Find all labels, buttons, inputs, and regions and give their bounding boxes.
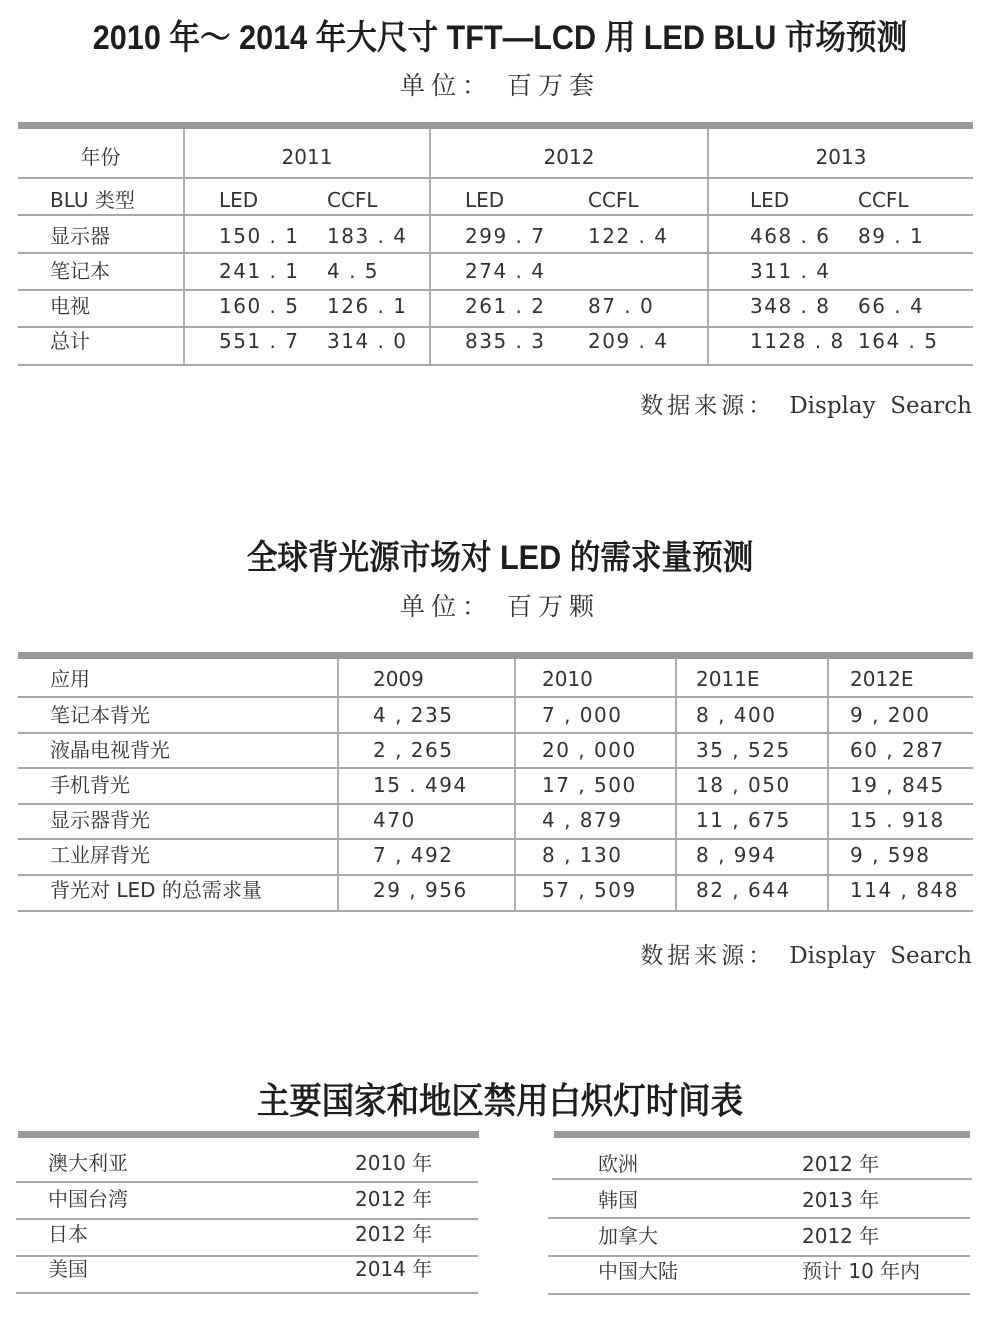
- table1-subcol-header: CCFL: [588, 188, 639, 212]
- table2-header: 2012E: [850, 667, 914, 691]
- table1-value: 299 . 7: [465, 224, 546, 248]
- table1-year-header: 2011: [281, 145, 333, 169]
- table1-value: 311 . 4: [750, 259, 831, 283]
- table2-top-rule: [18, 652, 973, 659]
- table2-row-rule: [18, 732, 973, 734]
- table2-row-label: 工业屏背光: [50, 843, 150, 867]
- region-name: 美国: [48, 1257, 88, 1281]
- table1-subcol-header: LED: [465, 188, 505, 212]
- table2-value: 11 , 675: [696, 808, 791, 832]
- ban-year: 2013 年: [802, 1188, 880, 1212]
- table2-row-rule: [18, 767, 973, 769]
- table2-value: 9 , 598: [850, 843, 931, 867]
- table1-row-rule: [18, 326, 973, 328]
- region-name: 加拿大: [598, 1224, 658, 1248]
- table1-row-rule: [18, 214, 973, 216]
- table1-value: 348 . 8: [750, 294, 831, 318]
- table2-value: 4 , 235: [373, 703, 454, 727]
- table1-header-type: BLU 类型: [50, 188, 135, 212]
- ban-year: 2014 年: [355, 1257, 433, 1281]
- table2-source: [640, 937, 972, 970]
- table1-value: 835 . 3: [465, 329, 546, 353]
- table3-title: 主要国家和地区禁用白炽灯时间表: [256, 1080, 743, 1121]
- region-name: 中国台湾: [48, 1187, 128, 1211]
- table2-value: 82 , 644: [696, 878, 791, 902]
- table1-value: 551 . 7: [219, 329, 300, 353]
- region-name: 欧洲: [598, 1152, 638, 1176]
- table1-year-header: 2013: [815, 145, 867, 169]
- table2-row-label: 笔记本背光: [50, 703, 150, 727]
- table2-value: 8 , 994: [696, 843, 777, 867]
- table1-row-rule: [18, 364, 973, 366]
- table2-value: 29 , 956: [373, 878, 468, 902]
- table2-value: 35 , 525: [696, 738, 791, 762]
- table1-value: 209 . 4: [588, 329, 669, 353]
- table1-title: 2010 年～ 2014 年大尺寸 TFT—LCD 用 LED BLU 市场预测: [92, 19, 908, 57]
- table1-unit: 单位： 百万套: [400, 71, 600, 100]
- table2-header: 2010: [542, 667, 593, 691]
- table2-unit: 单位： 百万颗: [400, 592, 600, 621]
- table2-row-rule: [18, 874, 973, 876]
- table1-row-label: 总计: [50, 329, 90, 353]
- table1-value: 66 . 4: [858, 294, 925, 318]
- table2-value: 7 , 000: [542, 703, 623, 727]
- table2-value: 60 , 287: [850, 738, 945, 762]
- table1-source: [640, 387, 972, 420]
- table2-value: 2 , 265: [373, 738, 454, 762]
- region-name: 韩国: [598, 1188, 638, 1212]
- source-label: 数据来源：: [640, 943, 776, 969]
- table3-row-rule: [16, 1218, 478, 1220]
- table3-row-rule: [16, 1181, 478, 1183]
- source-label: 数据来源：: [640, 393, 776, 419]
- table3-right-top-rule: [554, 1131, 970, 1138]
- table2-value: 20 , 000: [542, 738, 637, 762]
- table1-value: 160 . 5: [219, 294, 300, 318]
- region-name: 中国大陆: [598, 1259, 678, 1283]
- table1-row-label: 笔记本: [50, 259, 110, 283]
- table1-subcol-header: CCFL: [327, 188, 378, 212]
- table2-value: 8 , 400: [696, 703, 777, 727]
- table1-subcol-header: LED: [219, 188, 259, 212]
- table2-row-rule: [18, 838, 973, 840]
- table1-value: 87 . 0: [588, 294, 655, 318]
- table3-row-rule: [552, 1178, 972, 1180]
- table1-row-label: 显示器: [50, 224, 110, 248]
- table2-row-rule: [18, 696, 973, 698]
- table1-value: 1128 . 8: [750, 329, 845, 353]
- table2-value: 57 , 509: [542, 878, 637, 902]
- table2-value: 15 . 494: [373, 773, 468, 797]
- table3-left-top-rule: [18, 1131, 479, 1138]
- table1-header-year: 年份: [80, 145, 121, 169]
- table1-subcol-header: LED: [750, 188, 790, 212]
- table2-value: 8 , 130: [542, 843, 623, 867]
- table2-row-label: 显示器背光: [50, 808, 150, 832]
- table2-header: 应用: [50, 667, 90, 691]
- table2-header: 2011E: [696, 667, 760, 691]
- table3-row-rule: [548, 1255, 970, 1257]
- table1-top-rule: [18, 122, 973, 129]
- table1-row-rule: [18, 289, 973, 291]
- table1-subcol-header: CCFL: [858, 188, 909, 212]
- table2-value: 18 , 050: [696, 773, 791, 797]
- table2-value: 4 , 879: [542, 808, 623, 832]
- table1-value: 122 . 4: [588, 224, 669, 248]
- table2-value: 470: [373, 808, 416, 832]
- table1-value: 4 . 5: [327, 259, 380, 283]
- table1-row-rule: [18, 252, 973, 254]
- region-name: 澳大利亚: [48, 1151, 128, 1175]
- ban-year: 预计 10 年内: [802, 1259, 921, 1283]
- table1-value: 314 . 0: [327, 329, 408, 353]
- table1-value: 241 . 1: [219, 259, 300, 283]
- table3-row-rule: [548, 1293, 970, 1295]
- table1-value: 468 . 6: [750, 224, 831, 248]
- table2-title: 全球背光源市场对 LED 的需求量预测: [246, 539, 754, 577]
- ban-year: 2012 年: [355, 1222, 433, 1246]
- table2-row-rule: [18, 910, 973, 912]
- table1-row-rule: [18, 177, 973, 179]
- table1-value: 150 . 1: [219, 224, 300, 248]
- table2-header: 2009: [373, 667, 424, 691]
- table3-row-rule: [548, 1217, 970, 1219]
- table1-value: 89 . 1: [858, 224, 925, 248]
- ban-year: 2010 年: [355, 1151, 433, 1175]
- table1-value: 261 . 2: [465, 294, 546, 318]
- table2-value: 19 , 845: [850, 773, 945, 797]
- ban-year: 2012 年: [355, 1187, 433, 1211]
- table2-value: 114 , 848: [850, 878, 959, 902]
- table2-row-rule: [18, 803, 973, 805]
- table1-value: 164 . 5: [858, 329, 939, 353]
- table1-value: 126 . 1: [327, 294, 408, 318]
- source-value: Display Search: [789, 393, 972, 419]
- region-name: 日本: [48, 1222, 88, 1246]
- table2-value: 7 , 492: [373, 843, 454, 867]
- table2-value: 17 , 500: [542, 773, 637, 797]
- table1-row-label: 电视: [50, 294, 90, 318]
- table1-value: 274 . 4: [465, 259, 546, 283]
- table1-year-header: 2012: [543, 145, 595, 169]
- table2-row-label: 手机背光: [50, 773, 130, 797]
- table2-value: 9 , 200: [850, 703, 931, 727]
- ban-year: 2012 年: [802, 1152, 880, 1176]
- table2-row-label: 背光对 LED 的总需求量: [50, 878, 262, 902]
- table2-value: 15 . 918: [850, 808, 945, 832]
- table3-row-rule: [16, 1292, 478, 1294]
- source-value: Display Search: [789, 943, 972, 969]
- ban-year: 2012 年: [802, 1224, 880, 1248]
- table2-row-label: 液晶电视背光: [50, 738, 170, 762]
- table1-value: 183 . 4: [327, 224, 408, 248]
